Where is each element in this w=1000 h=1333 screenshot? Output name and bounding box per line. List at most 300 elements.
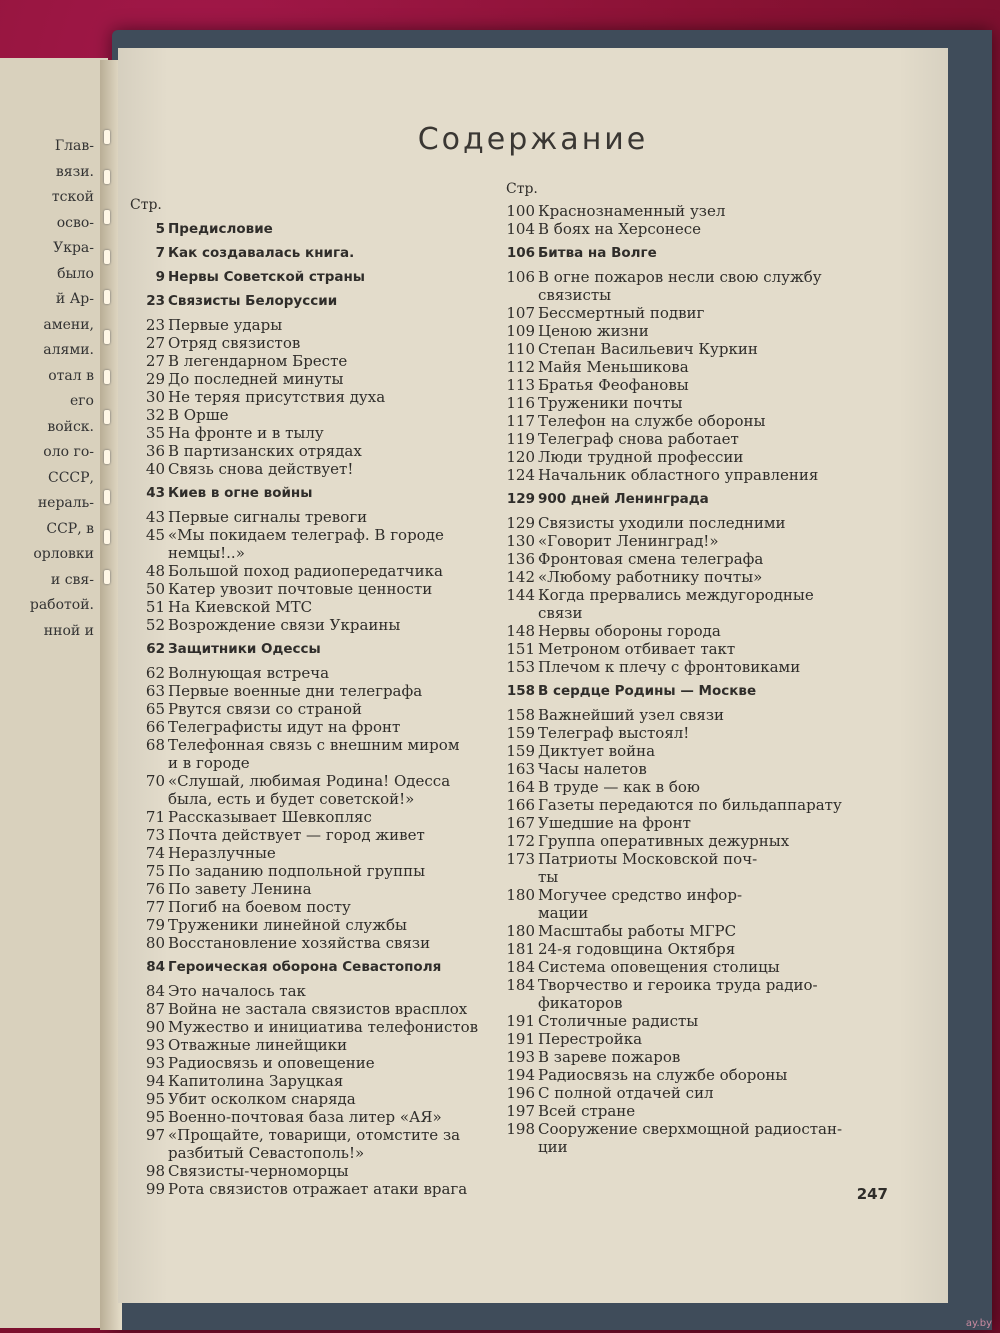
entry-page-number: 84 [146,959,165,975]
entry-title: Как создавалась книга. [168,245,355,261]
entry-page-number: 107 [506,304,535,322]
binding-stitch [104,290,110,304]
left-page-text-fragment: войск. [47,418,94,435]
entry-title: Сооружение сверхмощной радиостан- ции [538,1120,843,1156]
entry-title: На Киевской МТС [168,598,313,616]
entry-title: Майя Меньшикова [538,358,689,376]
left-page-text-fragment: его [69,393,94,409]
contents-entry [130,718,500,736]
entry-title: Нервы Советской страны [168,269,366,285]
contents-section-heading [130,958,500,976]
entry-page-number: 120 [506,448,535,466]
entry-title: Бессмертный подвиг [538,304,705,322]
contents-entry [500,394,900,412]
contents-column-right [500,180,900,1156]
contents-entry [130,370,500,388]
entry-title: Радиосвязь на службе обороны [538,1066,788,1084]
left-page-text-fragment: алями. [43,342,94,358]
entry-page-number: 197 [506,1102,535,1120]
binding-stitch [104,250,110,264]
entry-page-number: 75 [145,862,165,880]
entry-page-number: 191 [506,1012,535,1030]
entry-page-number: 112 [506,358,535,376]
entry-page-number: 95 [145,1090,165,1108]
contents-entry [500,922,900,940]
contents-entry [130,316,500,334]
contents-entry [130,526,500,562]
contents-entry [130,844,500,862]
contents-entry [130,1108,500,1126]
entry-title: До последней минуты [168,370,344,388]
contents-entry [130,772,500,808]
entry-title: Связисты Белоруссии [168,293,338,309]
contents-section-heading [500,244,900,262]
binding-stitch [104,330,110,344]
contents-column-left [130,196,500,1198]
entry-page-number: 40 [145,460,165,478]
entry-title: Связисты-черноморцы [168,1162,349,1180]
entry-title: В партизанских отрядах [168,442,362,460]
entry-title: В боях на Херсонесе [538,220,701,238]
contents-entry [500,706,900,724]
contents-entry [130,406,500,424]
entry-page-number: 104 [506,220,535,238]
entry-title: Ценою жизни [538,322,649,340]
entry-title: Большой поход радиопередатчика [168,562,443,580]
entry-title: 24-я годовщина Октября [538,940,736,958]
entry-page-number: 66 [145,718,165,736]
contents-entry [500,304,900,322]
entry-title: Это началось так [168,982,306,1000]
entry-title: На фронте и в тылу [168,424,324,442]
binding-stitch [104,170,110,184]
entry-title: Люди трудной профессии [538,448,744,466]
contents-entry [500,1066,900,1084]
entry-title: Предисловие [168,221,273,237]
entry-title: Важнейший узел связи [538,706,725,724]
entry-page-number: 106 [506,245,535,261]
left-page-text-fragment: нераль- [37,495,94,511]
entry-title: Рвутся связи со страной [168,700,363,718]
entry-page-number: 77 [145,898,165,916]
binding-stitch [104,570,110,584]
contents-entry [500,976,900,1012]
entry-page-number: 50 [145,580,165,598]
entry-page-number: 68 [145,736,165,754]
entry-title: Война не застала связистов врасплох [168,1000,468,1018]
entry-page-number: 166 [506,796,535,814]
binding-stitch [104,490,110,504]
entry-title: Газеты передаются по бильдаппарату [538,796,842,814]
contents-entry [130,1018,500,1036]
contents-entry [500,640,900,658]
entry-title: Битва на Волге [538,245,657,261]
entry-title: Степан Васильевич Куркин [538,340,758,358]
left-page-text-fragment: работой. [29,597,94,613]
left-page-text-fragment: и свя- [50,571,94,588]
contents-entry [500,466,900,484]
entry-page-number: 173 [506,850,535,868]
contents-entry [130,736,500,772]
entry-title: Связь снова действует! [168,460,354,478]
entry-page-number: 106 [506,268,535,286]
entry-page-number: 98 [145,1162,165,1180]
left-page-text-fragment: отал в [48,367,94,384]
left-page-text-fragment: й Ар- [55,291,94,307]
left-page-text-fragment: СССР, [47,469,94,486]
contents-entry [130,664,500,682]
contents-entry [500,358,900,376]
entry-title: Всей стране [538,1102,636,1120]
contents-entry [500,550,900,568]
entry-page-number: 43 [145,508,165,526]
contents-entry [130,1090,500,1108]
entry-page-number: 65 [145,700,165,718]
entry-title: Когда прервались междугородные связи [538,586,814,622]
contents-entry [500,814,900,832]
entry-page-number: 148 [506,622,535,640]
entry-page-number: 73 [145,826,165,844]
entry-page-number: 48 [145,562,165,580]
contents-entry [130,334,500,352]
entry-title: Патриоты Московской поч- ты [538,850,758,886]
contents-entry [130,508,500,526]
contents-entry [500,412,900,430]
contents-entry [500,268,900,304]
binding-stitch [104,530,110,544]
contents-entry [500,586,900,622]
contents-entry [500,340,900,358]
entry-page-number: 84 [145,982,165,1000]
contents-entry [130,862,500,880]
entry-page-number: 184 [506,976,535,994]
entry-title: Диктует война [538,742,656,760]
entry-page-number: 180 [506,886,535,904]
entry-page-number: 142 [506,568,535,586]
entry-page-number: 52 [145,616,165,634]
entry-page-number: 181 [506,940,535,958]
contents-section-heading [130,220,500,238]
entry-page-number: 90 [145,1018,165,1036]
entry-title: Первые сигналы тревоги [168,508,368,526]
entry-title: С полной отдачей сил [538,1084,714,1102]
contents-section-heading [500,490,900,508]
contents-entry [500,1012,900,1030]
entry-title: Группа оперативных дежурных [538,832,790,850]
contents-entry [500,1102,900,1120]
entry-page-number: 5 [155,221,165,237]
entry-page-number: 7 [155,245,165,261]
entry-page-number: 130 [506,532,535,550]
binding-stitch [104,130,110,144]
entry-title: В Орше [168,406,229,424]
entry-title: «Прощайте, товарищи, отомстите за разбитый Севастополь!» [168,1126,461,1162]
contents-page [118,48,948,1303]
entry-title: «Мы покидаем телеграф. В городе немцы!..» [168,526,444,562]
contents-entry [500,658,900,676]
entry-page-number: 62 [145,664,165,682]
entry-title: «Говорит Ленинград!» [538,532,719,550]
left-page-text-fragment: Укра- [53,240,94,256]
contents-section-heading [500,682,900,700]
contents-entry [500,448,900,466]
contents-entry [130,460,500,478]
entry-page-number: 63 [145,682,165,700]
entry-title: Труженики линейной службы [168,916,407,934]
entry-page-number: 194 [506,1066,535,1084]
entry-page-number: 43 [146,485,165,501]
entry-title: По заданию подпольной группы [168,862,426,880]
contents-entry [130,424,500,442]
page-title: Содержание [417,122,649,157]
entry-title: 900 дней Ленинграда [538,491,709,507]
entry-page-number: 36 [145,442,165,460]
entry-title: Первые военные дни телеграфа [168,682,423,700]
contents-entry [500,796,900,814]
contents-entry [500,532,900,550]
contents-entry [500,886,900,922]
contents-entry [130,934,500,952]
entry-title: По завету Ленина [168,880,312,898]
contents-entry [130,1054,500,1072]
entry-title: Катер увозит почтовые ценности [168,580,433,598]
entry-title: Связисты уходили последними [538,514,786,532]
entry-title: В зареве пожаров [538,1048,681,1066]
watermark: ay.by [965,1318,992,1329]
entry-title: В труде — как в бою [538,778,700,796]
column-header: Стр. [506,181,538,197]
entry-title: Телеграф снова работает [538,430,739,448]
contents-section-heading [130,640,500,658]
entry-page-number: 51 [145,598,165,616]
entry-title: Почта действует — город живет [168,826,425,844]
entry-title: Мужество и инициатива телефонистов [168,1018,479,1036]
contents-entry [500,940,900,958]
entry-page-number: 129 [506,491,535,507]
contents-entry [500,958,900,976]
entry-title: Не теряя присутствия духа [168,388,386,406]
contents-entry [500,1120,900,1156]
entry-title: Труженики почты [538,394,683,412]
entry-page-number: 9 [155,269,165,285]
contents-entry [500,514,900,532]
contents-entry [500,832,900,850]
contents-entry [500,1030,900,1048]
entry-title: Могучее средство инфор- мации [538,886,743,922]
entry-page-number: 109 [506,322,535,340]
entry-page-number: 100 [506,202,535,220]
entry-title: Защитники Одессы [168,641,321,657]
entry-title: В легендарном Бресте [168,352,348,370]
entry-title: Радиосвязь и оповещение [168,1054,375,1072]
entry-title: Краснознаменный узел [538,202,726,220]
entry-page-number: 94 [145,1072,165,1090]
entry-page-number: 93 [145,1054,165,1072]
entry-page-number: 116 [506,394,535,412]
entry-page-number: 23 [146,293,165,309]
contents-entry [130,616,500,634]
entry-page-number: 45 [145,526,165,544]
left-page [0,58,108,1328]
entry-page-number: 62 [146,641,165,657]
entry-title: Рассказывает Шевкопляс [168,808,372,826]
contents-entry [500,742,900,760]
entry-page-number: 87 [145,1000,165,1018]
left-page-text-fragment: нной и [43,622,94,639]
contents-entry [500,568,900,586]
entry-page-number: 129 [506,514,535,532]
left-page-text-fragment: тской [51,189,94,205]
entry-title: Фронтовая смена телеграфа [538,550,764,568]
entry-page-number: 198 [506,1120,535,1138]
entry-title: Нервы обороны города [538,622,721,640]
entry-page-number: 76 [145,880,165,898]
entry-title: Братья Феофановы [538,376,689,394]
contents-entry [130,388,500,406]
contents-entry [130,808,500,826]
contents-entry [500,1048,900,1066]
entry-title: Ушедшие на фронт [538,814,691,832]
entry-title: Начальник областного управления [538,466,819,484]
entry-title: Возрождение связи Украины [168,616,401,634]
binding-stitch [104,370,110,384]
entry-title: Неразлучные [168,844,276,862]
entry-title: Система оповещения столицы [538,958,780,976]
contents-entry [500,850,900,886]
column-header: Стр. [130,197,162,213]
contents-entry [130,1000,500,1018]
contents-entry [500,1084,900,1102]
entry-title: Киев в огне войны [168,485,313,501]
left-page-text-fragment: ССР, в [46,520,94,537]
entry-title: Рота связистов отражает атаки врага [168,1180,468,1198]
left-page-text-fragment: орловки [33,546,94,562]
contents-section-heading [130,268,500,286]
contents-entry [130,598,500,616]
contents-entry [130,898,500,916]
entry-page-number: 70 [145,772,165,790]
left-page-text-fragment: оло го- [43,444,94,460]
contents-entry [500,760,900,778]
entry-title: Погиб на боевом посту [168,898,351,916]
binding-stitch [104,210,110,224]
contents-entry [130,1036,500,1054]
entry-title: Отряд связистов [168,334,301,352]
entry-page-number: 158 [506,683,535,699]
entry-page-number: 23 [145,316,165,334]
entry-title: В огне пожаров несли свою службу связисты [538,268,822,304]
contents-section-heading [130,484,500,502]
entry-title: Часы налетов [538,760,647,778]
entry-page-number: 196 [506,1084,535,1102]
entry-title: Телефонная связь с внешним миром и в городе [168,736,460,772]
left-page-text-fragment: было [57,265,94,282]
contents-entry [130,682,500,700]
entry-title: Телеграф выстоял! [538,724,690,742]
entry-title: Телефон на службе обороны [538,412,766,430]
contents-entry [500,322,900,340]
entry-page-number: 29 [145,370,165,388]
entry-page-number: 113 [506,376,535,394]
entry-page-number: 164 [506,778,535,796]
entry-title: Первые удары [168,316,283,334]
entry-title: Капитолина Заруцкая [168,1072,344,1090]
entry-page-number: 167 [506,814,535,832]
entry-page-number: 117 [506,412,535,430]
entry-page-number: 110 [506,340,535,358]
entry-title: Убит осколком снаряда [168,1090,356,1108]
contents-entry [130,1180,500,1198]
entry-page-number: 163 [506,760,535,778]
contents-entry [130,880,500,898]
entry-page-number: 153 [506,658,535,676]
entry-page-number: 27 [145,352,165,370]
entry-page-number: 158 [506,706,535,724]
entry-page-number: 151 [506,640,535,658]
contents-entry [130,1162,500,1180]
entry-title: Волнующая встреча [168,664,330,682]
entry-page-number: 144 [506,586,535,604]
entry-page-number: 30 [145,388,165,406]
entry-title: Военно-почтовая база литер «АЯ» [168,1108,442,1126]
binding-stitch [104,410,110,424]
contents-entry [130,916,500,934]
entry-page-number: 27 [145,334,165,352]
entry-title: Отважные линейщики [168,1036,348,1054]
entry-title: Восстановление хозяйства связи [168,934,431,952]
left-page-text-fragment: вязи. [55,163,94,180]
entry-page-number: 32 [145,406,165,424]
entry-title: Телеграфисты идут на фронт [168,718,401,736]
entry-page-number: 172 [506,832,535,850]
contents-entry [500,778,900,796]
entry-title: «Любому работнику почты» [538,568,763,586]
contents-entry [130,580,500,598]
entry-page-number: 35 [145,424,165,442]
entry-title: Метроном отбивает такт [538,640,736,658]
contents-entry [500,376,900,394]
entry-page-number: 74 [145,844,165,862]
contents-entry [500,430,900,448]
entry-title: Героическая оборона Севастополя [168,959,442,975]
contents-entry [130,352,500,370]
entry-page-number: 136 [506,550,535,568]
left-page-text-fragment: амени, [43,316,94,333]
contents-entry [130,1126,500,1162]
entry-page-number: 99 [145,1180,165,1198]
contents-entry [500,220,900,238]
contents-entry [500,202,900,220]
contents-entry [130,700,500,718]
entry-page-number: 71 [145,808,165,826]
entry-page-number: 193 [506,1048,535,1066]
entry-title: Перестройка [538,1030,643,1048]
entry-page-number: 159 [506,742,535,760]
entry-title: Плечом к плечу с фронтовиками [538,658,801,676]
contents-entry [130,826,500,844]
binding-stitch [104,450,110,464]
contents-entry [130,1072,500,1090]
entry-page-number: 80 [145,934,165,952]
contents-entry [500,724,900,742]
entry-page-number: 95 [145,1108,165,1126]
entry-title: Творчество и героика труда радио- фикаторов [538,976,818,1012]
entry-title: В сердце Родины — Москве [538,683,757,699]
entry-title: Столичные радисты [538,1012,699,1030]
contents-section-heading [130,244,500,262]
entry-page-number: 191 [506,1030,535,1048]
entry-title: «Слушай, любимая Родина! Одесса была, есть и будет советской!» [168,772,451,808]
